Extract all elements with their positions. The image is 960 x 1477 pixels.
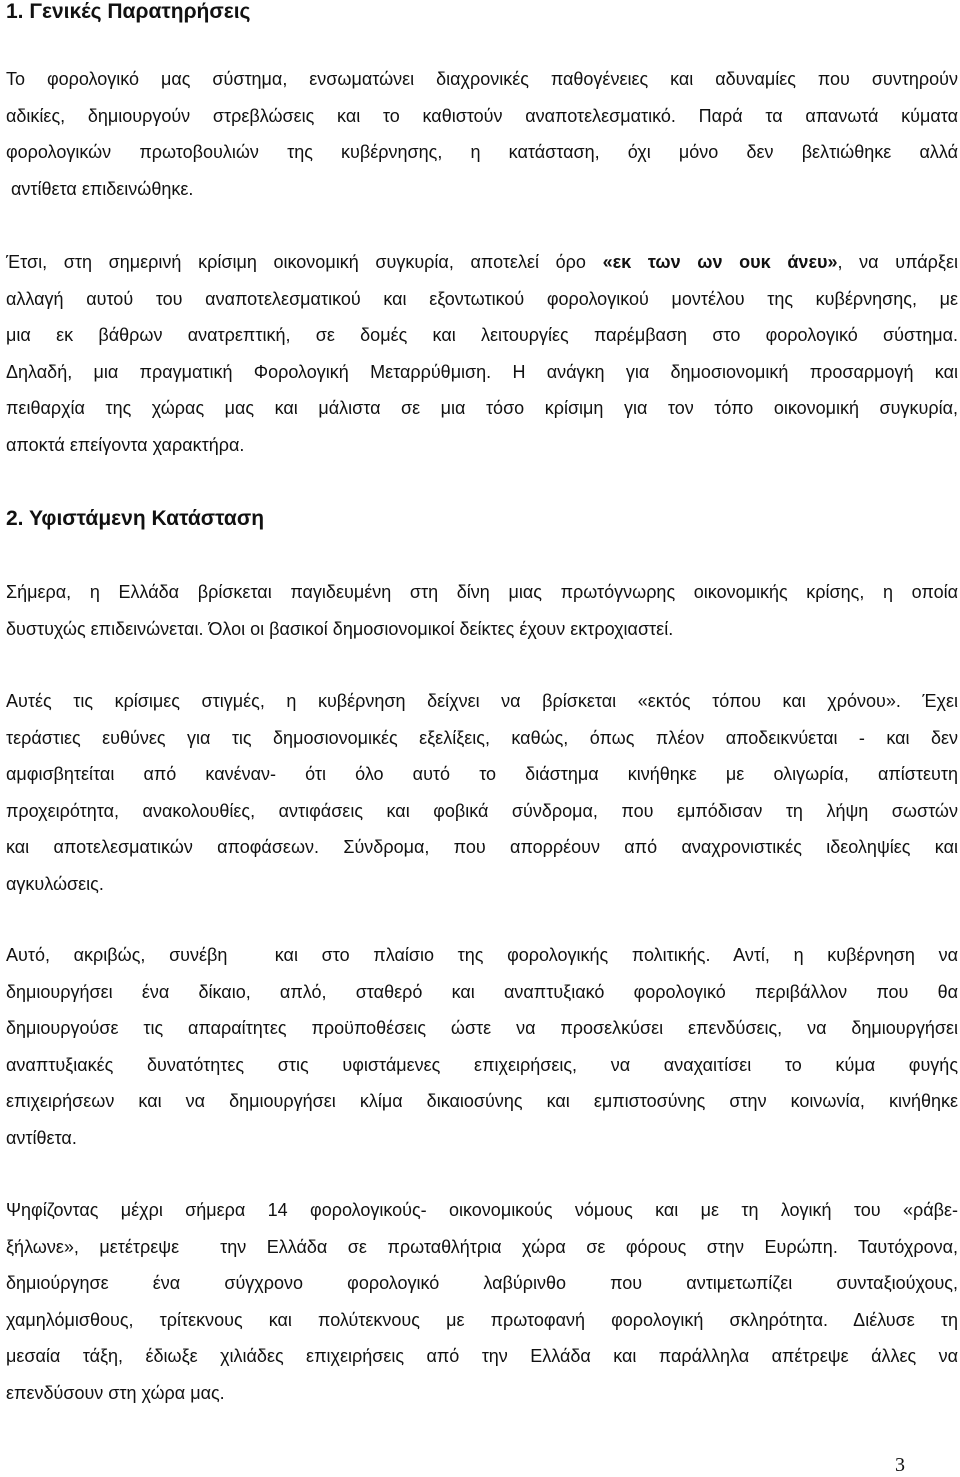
text-line: ξήλωνε», μετέτρεψε την Ελλάδα σε πρωταθλήτρια χώρα σε φόρους στην Ευρώπη. Ταυτόχρονα, [6, 1236, 958, 1257]
text-line: χαμηλόμισθους, τρίτεκνους και πολύτεκνους με πρωτοφανή φορολογική σκληρότητα. Διέλυσε τη [6, 1309, 958, 1330]
text-line: φορολογικών πρωτοβουλιών της κυβέρνησης, η κατάσταση, όχι μόνο δεν βελτιώθηκε αλλά [6, 142, 958, 162]
text-line: αλλαγή αυτού του αναποτελεσματικού και εξοντωτικού φορολογικού μοντέλου της κυβέρνησης, με [6, 288, 958, 309]
text-line [6, 244, 958, 281]
section-heading-general-remarks: 1. Γενικές Παρατηρήσεις [6, 0, 251, 23]
text-line: δυστυχώς επιδεινώνεται. Όλοι οι βασικοί δημοσιονομικοί δείκτες έχουν εκτροχιαστεί. [6, 618, 674, 639]
text-segment: , να υπάρξει [837, 252, 958, 272]
text-line: μια εκ βάθρων ανατρεπτική, σε δομές και λειτουργίες παρέμβαση στο φορολογικό σύστημα. [6, 325, 958, 345]
paragraph-greece-crisis [6, 574, 958, 647]
text-line: επενδύσουν στη χώρα μας. [6, 1382, 225, 1403]
text-line: δημιουργούσε τις απαραίτητες προϋποθέσεις ώστε να προσελκύσει επενδύσεις, να δημιουργήσει [6, 1018, 958, 1038]
text-line: τεράστιες ευθύνες για τις δημοσιονομικές εξελίξεις, καθώς, όπως πλέον αποδεικνύεται - και δεν [6, 727, 958, 748]
text-line: αδικίες, δημιουργούν στρεβλώσεις και το καθιστούν αναποτελεσματικό. Παρά τα απανωτά κύματα [6, 105, 958, 126]
text-segment: Έτσι, στη σημερινή κρίσιμη οικονομική συγκυρία, αποτελεί όρο [6, 252, 603, 272]
section-heading-current-situation: 2. Υφιστάμενη Κατάσταση [6, 507, 265, 530]
text-line: αγκυλώσεις. [6, 873, 104, 894]
text-line: Αυτές τις κρίσιμες στιγμές, η κυβέρνηση δείχνει να βρίσκεται «εκτός τόπου και χρόνου». Έχει [6, 691, 958, 711]
text-line: αναπτυξιακές δυνατότητες στις υφιστάμενες επιχειρήσεις, να αναχαιτίσει το κύμα φυγής [6, 1054, 958, 1075]
text-line: επιχειρήσεων και να δημιουργήσει κλίμα δικαιοσύνης και εμπιστοσύνης στην κοινωνία, κινήθηκε [6, 1091, 958, 1111]
paragraph-reform-need [6, 244, 958, 463]
text-line: Το φορολογικό μας σύστημα, ενσωματώνει διαχρονικές παθογένειες και αδυναμίες που συντηρούν [6, 69, 958, 89]
text-line: Αυτό, ακριβώς, συνέβη και στο πλαίσιο της φορολογικής πολιτικής. Αντί, η κυβέρνηση να [6, 945, 958, 965]
paragraph-tax-policy [6, 937, 958, 1156]
text-line: μεσαία τάξη, έδιωξε χιλιάδες επιχειρήσεις από την Ελλάδα και παράλληλα απέτρεψε άλλες να [6, 1346, 958, 1366]
text-line: αμφισβητείται από κανέναν- ότι όλο αυτό το διάστημα κινήθηκε με ολιγωρία, απίστευτη [6, 764, 958, 784]
paragraph-tax-system-weaknesses [6, 61, 958, 207]
emphasis-phrase: «εκ των ων ουκ άνευ» [602, 252, 838, 272]
paragraph-government-responsibility [6, 683, 958, 902]
text-line: πειθαρχία της χώρας μας και μάλιστα σε μια τόσο κρίσιμη για τον τόπο οικονομική συγκυρία, [6, 398, 958, 418]
text-line: και αποτελεσματικών αποφάσεων. Σύνδρομα, που απορρέουν από αναχρονιστικές ιδεοληψίες και [6, 837, 958, 857]
text-line: Σήμερα, η Ελλάδα βρίσκεται παγιδευμένη στη δίνη μιας πρωτόγνωρης οικονομικής κρίσης, η οποία [6, 582, 958, 602]
text-line: αποκτά επείγοντα χαρακτήρα. [6, 434, 245, 455]
text-line: Δηλαδή, μια πραγματική Φορολογική Μεταρρύθμιση. Η ανάγκη για δημοσιονομική προσαρμογή και [6, 361, 958, 382]
text-line: Ψηφίζοντας μέχρι σήμερα 14 φορολογικούς- οικονομικούς νόμους και με τη λογική του «ράβε- [6, 1200, 958, 1220]
text-line: αντίθετα. [6, 1127, 77, 1148]
text-line: δημιούργησε ένα σύγχρονο φορολογικό λαβύρινθο που αντιμετωπίζει συνταξιούχους, [6, 1273, 958, 1293]
text-line: προχειρότητα, ανακολουθίες, αντιφάσεις και φοβικά σύνδρομα, που εμπόδισαν τη λήψη σωστών [6, 800, 958, 821]
paragraph-tax-laws [6, 1192, 958, 1411]
text-line: δημιουργήσει ένα δίκαιο, απλό, σταθερό και αναπτυξιακό φορολογικό περιβάλλον που θα [6, 981, 958, 1002]
text-line: αντίθετα επιδεινώθηκε. [6, 178, 194, 199]
page-number: 3 [895, 1454, 905, 1476]
